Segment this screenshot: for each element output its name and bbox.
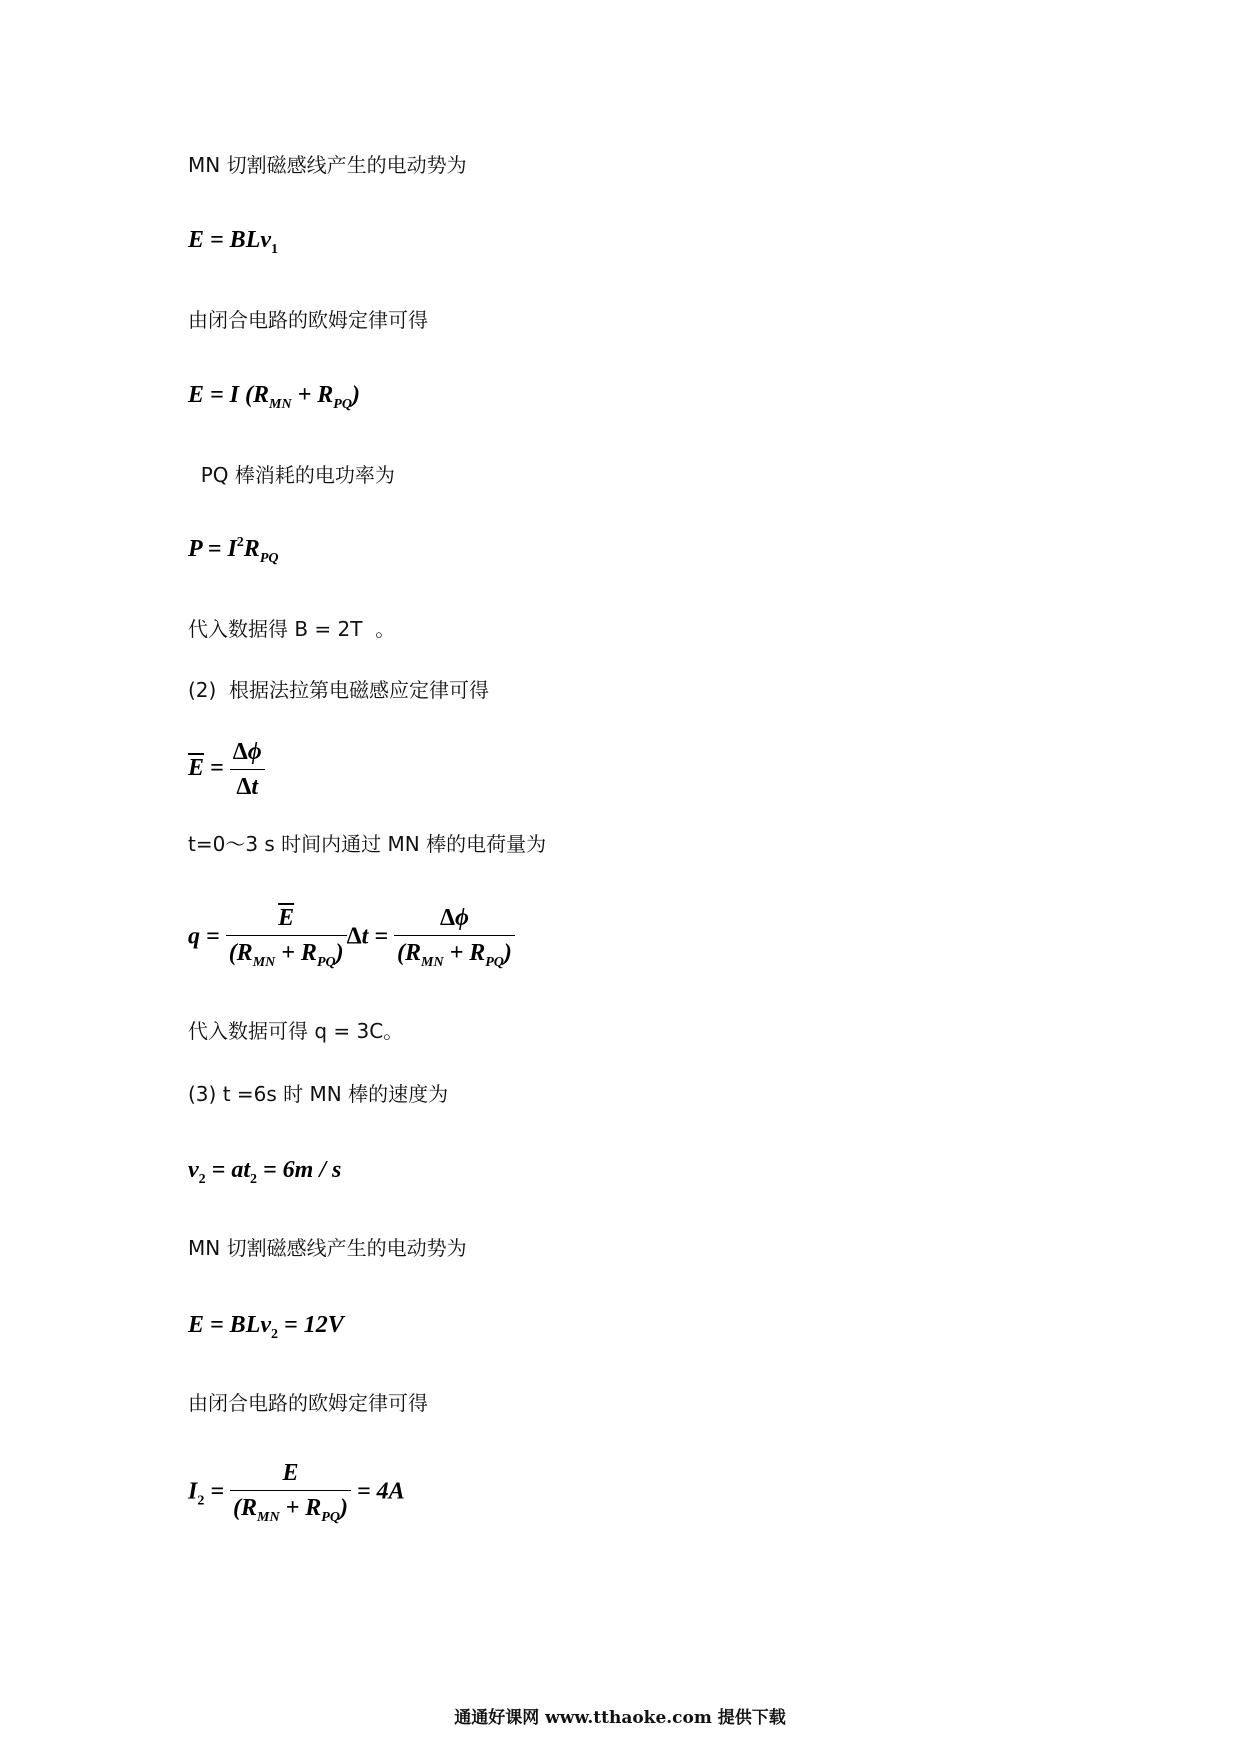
equation-current: $I_2$ = $\frac{E}{(R_{MN} + R_{PQ})}$ = 4A: [188, 1460, 405, 1525]
equation-charge: q = $\frac{\overline{E}}{(R_{MN} + R_{PQ})}$ Δt = $\frac{\Delta\phi}{(R_{MN} + R_{PQ})}$: [188, 906, 515, 970]
equation-velocity: $v_2 = at_2 = 6m / s$: [188, 1157, 342, 1187]
page-footer: 通通好课网 www.tthaoke.com 提供下载: [454, 1708, 786, 1728]
equation-faraday: $\overline{E}$ = $\frac{\Delta\phi}{\Delta t}$: [188, 740, 265, 799]
line-9: MN 切割磁感线产生的电动势为: [188, 1236, 467, 1260]
equation-ohm-1: E = I $(R_{MN} + R_{PQ})$: [188, 382, 360, 412]
line-3: PQ 棒消耗的电功率为: [188, 463, 395, 487]
line-2: 由闭合电路的欧姆定律可得: [188, 308, 428, 332]
line-8: (3) t =6s 时 MN 棒的速度为: [188, 1082, 449, 1106]
line-4: 代入数据得 B = 2T 。: [188, 617, 396, 641]
equation-emf-2: E = BLv$_2$ = 12V: [188, 1312, 344, 1342]
equation-emf-1: E = BLv$_1$: [188, 227, 279, 257]
line-5: (2) 根据法拉第电磁感应定律可得: [188, 678, 490, 702]
line-1: MN 切割磁感线产生的电动势为: [188, 153, 467, 177]
line-6: t=0～3 s 时间内通过 MN 棒的电荷量为: [188, 832, 547, 856]
line-7: 代入数据可得 q = 3C。: [188, 1019, 404, 1043]
line-10: 由闭合电路的欧姆定律可得: [188, 1391, 428, 1415]
equation-power: $P = I^2R_{PQ}$: [188, 535, 279, 566]
